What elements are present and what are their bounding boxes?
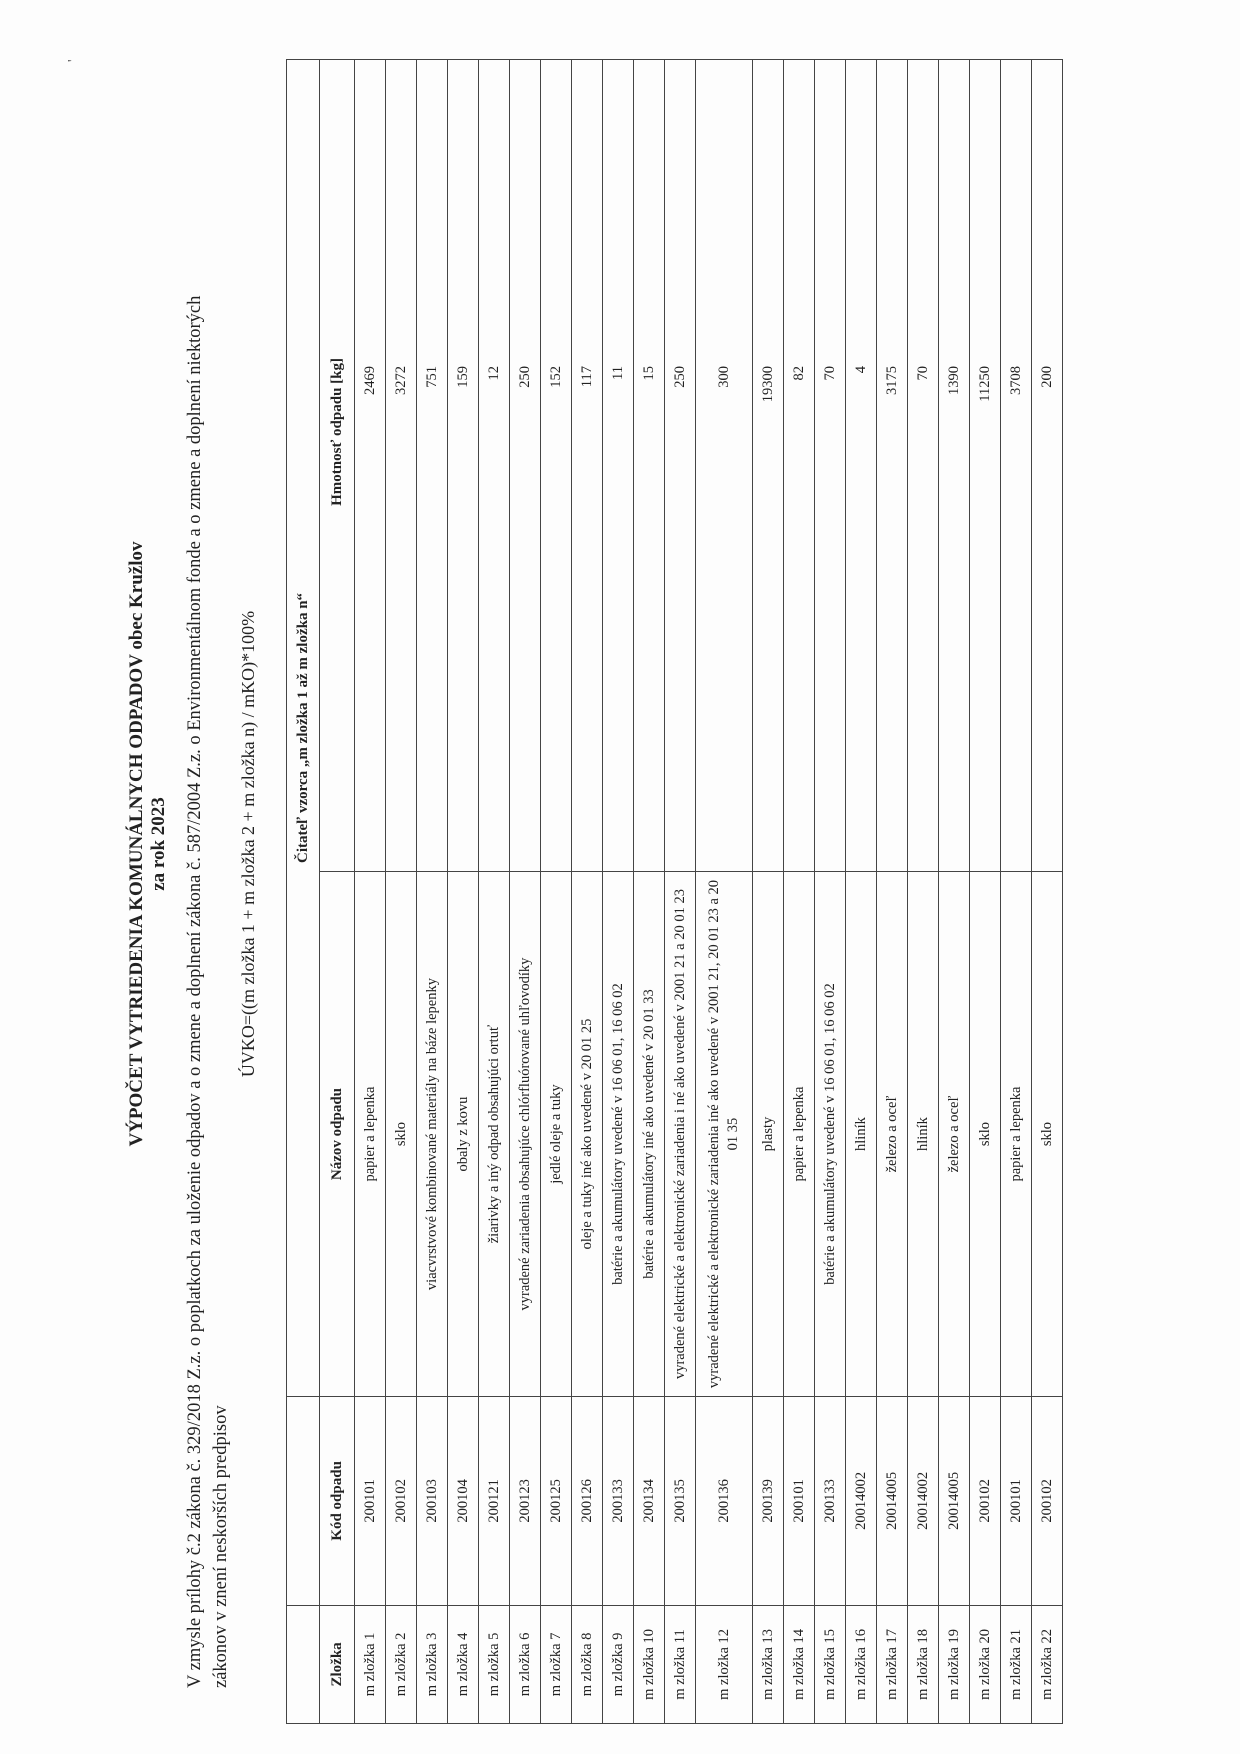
cell-zlozka: m zložka 5 <box>479 1605 510 1723</box>
cell-kod: 200101 <box>355 1396 386 1605</box>
cell-hmotnost: 117 <box>572 60 603 872</box>
cell-kod: 200139 <box>753 1396 784 1605</box>
cell-nazov: žiarivky a iný odpad obsahujúci ortuť <box>479 872 510 1397</box>
cell-nazov: sklo <box>1032 872 1063 1397</box>
cell-kod: 200133 <box>603 1396 634 1605</box>
cell-hmotnost: 751 <box>417 60 448 872</box>
table-row <box>970 60 1001 1724</box>
cell-zlozka: m zložka 18 <box>908 1605 939 1723</box>
stray-mark: ' <box>66 59 81 62</box>
cell-hmotnost: 250 <box>510 60 541 872</box>
header-zlozka: Zložka <box>320 1605 355 1723</box>
table-row <box>634 60 665 1724</box>
cell-nazov: plasty <box>753 872 784 1397</box>
waste-table <box>286 59 1063 1724</box>
cell-zlozka: m zložka 6 <box>510 1605 541 1723</box>
table-row <box>603 60 634 1724</box>
cell-kod: 20014005 <box>877 1396 908 1605</box>
table-row <box>417 60 448 1724</box>
cell-hmotnost: 2469 <box>355 60 386 872</box>
cell-nazov: hliník <box>908 872 939 1397</box>
cell-kod: 200133 <box>815 1396 846 1605</box>
intro-text-line-2: zákonov v znení neskorších predpisov <box>211 1405 231 1688</box>
cell-nazov: oleje a tuky iné ako uvedené v 20 01 25 <box>572 872 603 1397</box>
cell-kod: 200103 <box>417 1396 448 1605</box>
cell-kod: 200134 <box>634 1396 665 1605</box>
cell-zlozka: m zložka 21 <box>1001 1605 1032 1723</box>
cell-nazov: papier a lepenka <box>355 872 386 1397</box>
table-row <box>1032 60 1063 1724</box>
header-blank-kod <box>287 1396 320 1605</box>
cell-kod: 200102 <box>1032 1396 1063 1605</box>
cell-kod: 200123 <box>510 1396 541 1605</box>
cell-nazov: železo a oceľ <box>939 872 970 1397</box>
cell-zlozka: m zložka 16 <box>846 1605 877 1723</box>
header-nazov: Názov odpadu <box>320 872 355 1397</box>
cell-nazov: železo a oceľ <box>877 872 908 1397</box>
table-row <box>541 60 572 1724</box>
cell-hmotnost: 200 <box>1032 60 1063 872</box>
cell-kod: 200102 <box>386 1396 417 1605</box>
formula: ÚVKO=((m zložka 1 + m zložka 2 + m zložka n) / mKO)*100% <box>238 610 258 1078</box>
cell-zlozka: m zložka 20 <box>970 1605 1001 1723</box>
cell-hmotnost: 70 <box>815 60 846 872</box>
cell-nazov: hliník <box>846 872 877 1397</box>
cell-hmotnost: 70 <box>908 60 939 872</box>
cell-zlozka: m zložka 8 <box>572 1605 603 1723</box>
group-header: Čitateľ vzorca „m zložka 1 až m zložka n“ <box>287 60 320 1397</box>
cell-hmotnost: 300 <box>696 60 753 872</box>
cell-kod: 20014002 <box>908 1396 939 1605</box>
cell-zlozka: m zložka 15 <box>815 1605 846 1723</box>
table-row <box>784 60 815 1724</box>
table-row <box>815 60 846 1724</box>
table-row <box>510 60 541 1724</box>
table-row <box>939 60 970 1724</box>
cell-hmotnost: 19300 <box>753 60 784 872</box>
cell-hmotnost: 15 <box>634 60 665 872</box>
cell-nazov: batérie a akumulátory uvedené v 16 06 01, 16 06 02 <box>815 872 846 1397</box>
cell-hmotnost: 4 <box>846 60 877 872</box>
cell-zlozka: m zložka 22 <box>1032 1605 1063 1723</box>
cell-zlozka: m zložka 9 <box>603 1605 634 1723</box>
cell-nazov: sklo <box>386 872 417 1397</box>
cell-zlozka: m zložka 12 <box>696 1605 753 1723</box>
cell-hmotnost: 250 <box>665 60 696 872</box>
table-row <box>696 60 753 1724</box>
cell-hmotnost: 152 <box>541 60 572 872</box>
cell-nazov: jedlé oleje a tuky <box>541 872 572 1397</box>
cell-zlozka: m zložka 14 <box>784 1605 815 1723</box>
cell-hmotnost: 3708 <box>1001 60 1032 872</box>
table-row <box>877 60 908 1724</box>
cell-hmotnost: 159 <box>448 60 479 872</box>
table-row <box>846 60 877 1724</box>
header-kod: Kód odpadu <box>320 1396 355 1605</box>
table-row <box>908 60 939 1724</box>
cell-nazov: vyradené elektrické a elektronické zariadenia iné ako uvedené v 2001 21, 20 01 23 a 20 01 35 <box>696 872 753 1397</box>
cell-hmotnost: 3175 <box>877 60 908 872</box>
cell-zlozka: m zložka 10 <box>634 1605 665 1723</box>
cell-hmotnost: 82 <box>784 60 815 872</box>
cell-nazov: obaly z kovu <box>448 872 479 1397</box>
table-row <box>572 60 603 1724</box>
cell-kod: 200104 <box>448 1396 479 1605</box>
cell-hmotnost: 11250 <box>970 60 1001 872</box>
table-row <box>479 60 510 1724</box>
cell-kod: 200101 <box>784 1396 815 1605</box>
table-row <box>1001 60 1032 1724</box>
cell-nazov: vyradené elektrické a elektronické zariadenia i né ako uvedené v 2001 21 a 20 01 23 <box>665 872 696 1397</box>
cell-nazov: papier a lepenka <box>784 872 815 1397</box>
cell-hmotnost: 3272 <box>386 60 417 872</box>
cell-nazov: viacvrstvové kombinované materiály na báze lepenky <box>417 872 448 1397</box>
header-hmotnost: Hmotnosť odpadu [kg] <box>320 60 355 872</box>
cell-zlozka: m zložka 4 <box>448 1605 479 1723</box>
cell-kod: 200121 <box>479 1396 510 1605</box>
cell-kod: 20014005 <box>939 1396 970 1605</box>
cell-nazov: vyradené zariadenia obsahujúce chlórfluórované uhľovodíky <box>510 872 541 1397</box>
cell-nazov: papier a lepenka <box>1001 872 1032 1397</box>
table-row <box>355 60 386 1724</box>
document-subtitle: za rok 2023 <box>148 797 169 891</box>
cell-kod: 20014002 <box>846 1396 877 1605</box>
cell-zlozka: m zložka 13 <box>753 1605 784 1723</box>
cell-zlozka: m zložka 3 <box>417 1605 448 1723</box>
cell-nazov: sklo <box>970 872 1001 1397</box>
cell-kod: 200102 <box>970 1396 1001 1605</box>
table-row <box>386 60 417 1724</box>
cell-nazov: batérie a akumulátory uvedené v 16 06 01, 16 06 02 <box>603 872 634 1397</box>
intro-text-line-1: V zmysle prílohy č.2 zákona č. 329/2018 Z.z. o poplatkoch za uloženie odpadov a o zmene a doplnení zákona č. 587/2004 Z.z. o Environmentálnom fonde a o zmene a doplnení niektorých <box>185 295 205 1688</box>
table-row <box>665 60 696 1724</box>
cell-zlozka: m zložka 19 <box>939 1605 970 1723</box>
table-row <box>753 60 784 1724</box>
cell-hmotnost: 12 <box>479 60 510 872</box>
cell-hmotnost: 11 <box>603 60 634 872</box>
cell-kod: 200136 <box>696 1396 753 1605</box>
cell-zlozka: m zložka 17 <box>877 1605 908 1723</box>
table-row <box>448 60 479 1724</box>
cell-kod: 200126 <box>572 1396 603 1605</box>
cell-zlozka: m zložka 7 <box>541 1605 572 1723</box>
cell-kod: 200101 <box>1001 1396 1032 1605</box>
document-title: VÝPOČET VYTRIEDENIA KOMUNÁLNYCH ODPADOV obec Kružlov <box>126 541 147 1147</box>
cell-kod: 200125 <box>541 1396 572 1605</box>
cell-kod: 200135 <box>665 1396 696 1605</box>
cell-nazov: batérie a akumulátory iné ako uvedené v 20 01 33 <box>634 872 665 1397</box>
cell-hmotnost: 1390 <box>939 60 970 872</box>
header-blank-zlozka <box>287 1605 320 1723</box>
cell-zlozka: m zložka 11 <box>665 1605 696 1723</box>
cell-zlozka: m zložka 1 <box>355 1605 386 1723</box>
cell-zlozka: m zložka 2 <box>386 1605 417 1723</box>
